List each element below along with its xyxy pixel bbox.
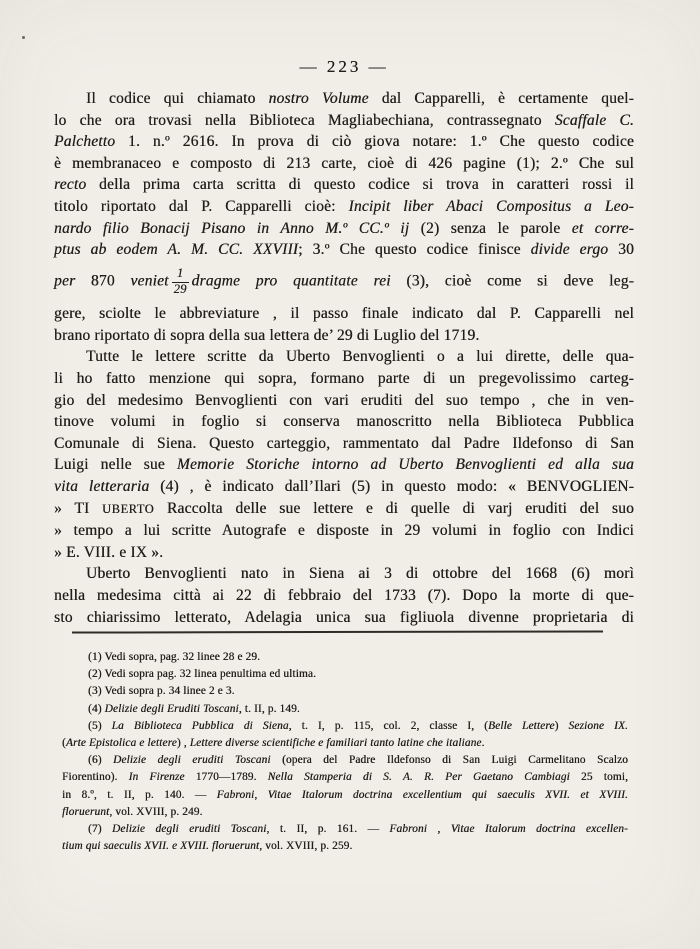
text-segment: (2) senza le parole: [409, 219, 572, 237]
text-segment: (3) Vedi sopra p. 34 linee 2 e 3.: [88, 685, 235, 698]
text-segment: ): [554, 719, 569, 732]
text-segment: 1. n.º 2616. In prova di ciò giova notare: 1.º Che questo codice: [115, 133, 634, 151]
text-segment: Delizie degli eruditi Toscani: [112, 823, 267, 836]
text-segment: per: [54, 272, 76, 290]
paragraph: [54, 563, 634, 628]
text-segment: 30: [608, 241, 634, 259]
footnotes: [62, 649, 628, 855]
page-number: — 223 —: [299, 57, 389, 76]
text-segment: Fiorentino).: [62, 771, 129, 784]
text-segment: divide ergo: [530, 241, 609, 259]
body-text-line: [54, 303, 634, 325]
text-segment: Vitae Italorum doctrina excellen-: [450, 823, 628, 836]
text-segment: 1770—1789.: [184, 771, 268, 784]
footnote-line: [62, 649, 628, 666]
text-segment: (4) , è indicato dall’Ilari (5) in questo modo: « BENVOGLIEN-: [149, 478, 635, 495]
text-segment: tinove volumi in foglio si conserva manoscritto nella Biblioteca Pubblica: [54, 413, 634, 431]
text-segment: , t. II, p. 149.: [238, 702, 300, 715]
body-text-line: [54, 454, 634, 476]
body-text-line: [54, 325, 634, 347]
inline-fraction: [169, 267, 192, 297]
footnote-separator: [72, 630, 603, 633]
body-text-line: [54, 390, 634, 412]
body-text-line: [54, 346, 634, 368]
text-segment: della prima carta scritta di questo codice si trova in caratteri rossi il: [86, 176, 634, 194]
text-segment: UBERTO: [102, 501, 155, 516]
footnote-line: [62, 683, 628, 700]
text-segment: Arte Epistolica e lettere: [65, 737, 177, 750]
text-segment: dragme pro quantitate rei: [191, 272, 391, 290]
text-segment: veniet: [130, 272, 169, 290]
text-segment: ) ,: [176, 737, 190, 750]
footnote-line: [62, 821, 628, 838]
body-text-line: [54, 88, 634, 110]
text-segment: in 8.º, t. II, p. 140. —: [62, 788, 217, 801]
text-segment: nardo filio Bonacij Pisano in Anno M.º CC.º ij: [54, 219, 410, 237]
text-segment: lo che ora trovasi nella Biblioteca Magliabechiana, contrassegnato: [54, 111, 555, 129]
text-segment: 870: [75, 272, 131, 290]
text-segment: ptus ab eodem A. M. CC. XXVIII: [54, 241, 299, 259]
text-segment: Il codice qui chiamato: [86, 90, 269, 107]
text-segment: » tempo a lui scritte Autografe e disposte in 29 volumi in foglio con Indici: [54, 522, 634, 540]
footnote-line: [62, 701, 628, 718]
body-text-line: [54, 174, 634, 196]
text-segment: Luigi nelle sue: [54, 456, 177, 474]
text-segment: brano riportato di sopra della sua lettera de’ 29 di Luglio del 1719.: [54, 326, 480, 344]
text-segment: Delizie degli Eruditi Toscani: [104, 702, 239, 715]
footnote-line: [62, 804, 628, 821]
text-segment: ; 3.º Che questo codice finisce: [298, 241, 531, 259]
text-segment: Nella Stamperia di S. A. R. Per Gaetano Cambiagi: [267, 771, 570, 784]
body-text-line: [54, 411, 634, 433]
body-text-line: [54, 520, 634, 542]
footnote-line: [62, 718, 628, 735]
text-segment: Tutte le lettere scritte da Uberto Benvoglienti o a lui dirette, delle qua-: [86, 348, 634, 366]
text-segment: Vitae Italorum doctrina excellentium qui saeculis XVII. et XVIII.: [267, 788, 629, 801]
paragraph: [54, 346, 634, 563]
text-segment: Belle Lettere: [488, 719, 555, 732]
body-text-line: [54, 498, 634, 521]
body-text-line: [54, 239, 634, 261]
body-text-line: [54, 433, 634, 455]
text-segment: (5): [88, 719, 112, 732]
text-segment: Comunale di Siena. Questo carteggio, rammentato dal Padre Ildefonso di San: [54, 434, 634, 452]
body-text-line: [54, 368, 634, 390]
text-segment: Memorie Storiche intorno ad Uberto Benvoglienti ed alla sua: [176, 456, 634, 474]
text-segment: Uberto Benvoglienti nato in Siena ai 3 di ottobre del 1668 (6) morì: [86, 565, 634, 583]
text-segment: .: [481, 737, 485, 750]
footnote-line: [62, 838, 628, 855]
footnote-line: [62, 769, 628, 786]
text-segment: » E. VIII. e IX ».: [54, 543, 164, 561]
text-segment: (2) Vedi sopra pag. 32 linea penultima ed ultima.: [88, 668, 317, 681]
text-segment: Lettere diverse scientifiche e familiari tanto latine che italiane: [189, 737, 482, 750]
body-text-line: [54, 196, 634, 218]
text-segment: ,: [427, 823, 451, 836]
text-segment: recto: [54, 176, 87, 194]
body-text-line: [54, 110, 634, 132]
text-segment: è membranaceo e composto di 213 carte, cioè di 426 pagine (1); 2.º Che sul: [54, 154, 634, 172]
text-segment: (: [62, 737, 66, 750]
text-segment: , vol. XVIII, p. 249.: [109, 805, 203, 818]
text-segment: (7): [88, 823, 112, 836]
body-text-line: [54, 585, 634, 607]
footnote-line: [62, 666, 628, 683]
text-segment: Fabroni: [216, 788, 255, 801]
text-segment: floruerunt: [62, 805, 110, 818]
body-text-line: [54, 607, 634, 629]
text-segment: nostro Volume: [268, 90, 369, 107]
body-text-line: [54, 542, 634, 564]
body-text-line: [54, 261, 634, 304]
body-text-line: [54, 218, 634, 240]
text-segment: et corre-: [571, 219, 634, 237]
text-segment: La Biblioteca Pubblica di Siena: [111, 719, 289, 732]
text-segment: tium qui saeculis XVII. e XVIII. floruerunt: [62, 840, 260, 853]
body-text: [54, 88, 634, 628]
text-segment: dal Capparelli, è certamente quel-: [368, 90, 634, 107]
text-segment: Incipit liber Abaci Compositus a Leo-: [348, 197, 634, 215]
text-segment: (opera del Padre Ildefonso di San Luigi Carmelitano Scalzo: [270, 754, 628, 767]
text-segment: Scaffale C.: [554, 111, 635, 129]
text-segment: (4): [88, 702, 105, 715]
text-segment: vita letteraria: [54, 478, 150, 495]
text-segment: , vol. XVIII, p. 259.: [259, 840, 353, 853]
text-segment: Raccolta delle sue lettere e di quelle di varj eruditi del suo: [154, 499, 634, 517]
fraction-denominator: 29: [173, 281, 187, 296]
text-segment: , t. II, p. 161. —: [266, 823, 390, 836]
text-segment: 25 tomi,: [569, 771, 628, 784]
text-segment: sto chiarissimo letterato, Adelagia unica sua figliuola divenne proprietaria di: [54, 608, 634, 626]
text-segment: gio del medesimo Benvoglienti con vari eruditi del suo tempo , che in ven-: [54, 391, 634, 409]
text-segment: nella medesima città ai 22 di febbraio del 1733 (7). Dopo la morte di que-: [54, 586, 634, 604]
text-segment: Sezione IX.: [568, 719, 628, 732]
text-segment: Fabroni: [389, 823, 428, 836]
text-segment: , t. I, p. 115, col. 2, classe I, (: [288, 719, 489, 732]
body-text-line: [54, 131, 634, 153]
scan-speck: [22, 36, 25, 39]
fraction-numerator: 1: [176, 265, 184, 280]
paragraph: [54, 88, 634, 346]
text-segment: Palchetto: [54, 133, 116, 151]
text-segment: li ho fatto menzione qui sopra, formano parte di un pregevolissimo carteg-: [54, 370, 634, 388]
body-text-line: [54, 476, 634, 498]
text-segment: (3), cioè come si deve leg-: [390, 272, 635, 290]
text-segment: gere, sciolte le abbreviature , il passo finale indicato dal P. Capparelli nel: [54, 305, 634, 323]
text-segment: (6): [88, 754, 114, 767]
text-segment: ,: [254, 788, 268, 801]
footnote-line: [62, 735, 628, 752]
body-text-line: [54, 153, 634, 175]
text-segment: » TI: [54, 499, 103, 517]
text-segment: Delizie degli eruditi Toscani: [113, 754, 271, 767]
footnote-line: [62, 787, 628, 804]
text-segment: In Firenze: [128, 771, 185, 784]
footnote-line: [62, 752, 628, 769]
body-text-line: [54, 563, 634, 585]
text-segment: (1) Vedi sopra, pag. 32 linee 28 e 29.: [88, 651, 261, 663]
text-segment: titolo riportato dal P. Capparelli cioè:: [54, 197, 349, 215]
